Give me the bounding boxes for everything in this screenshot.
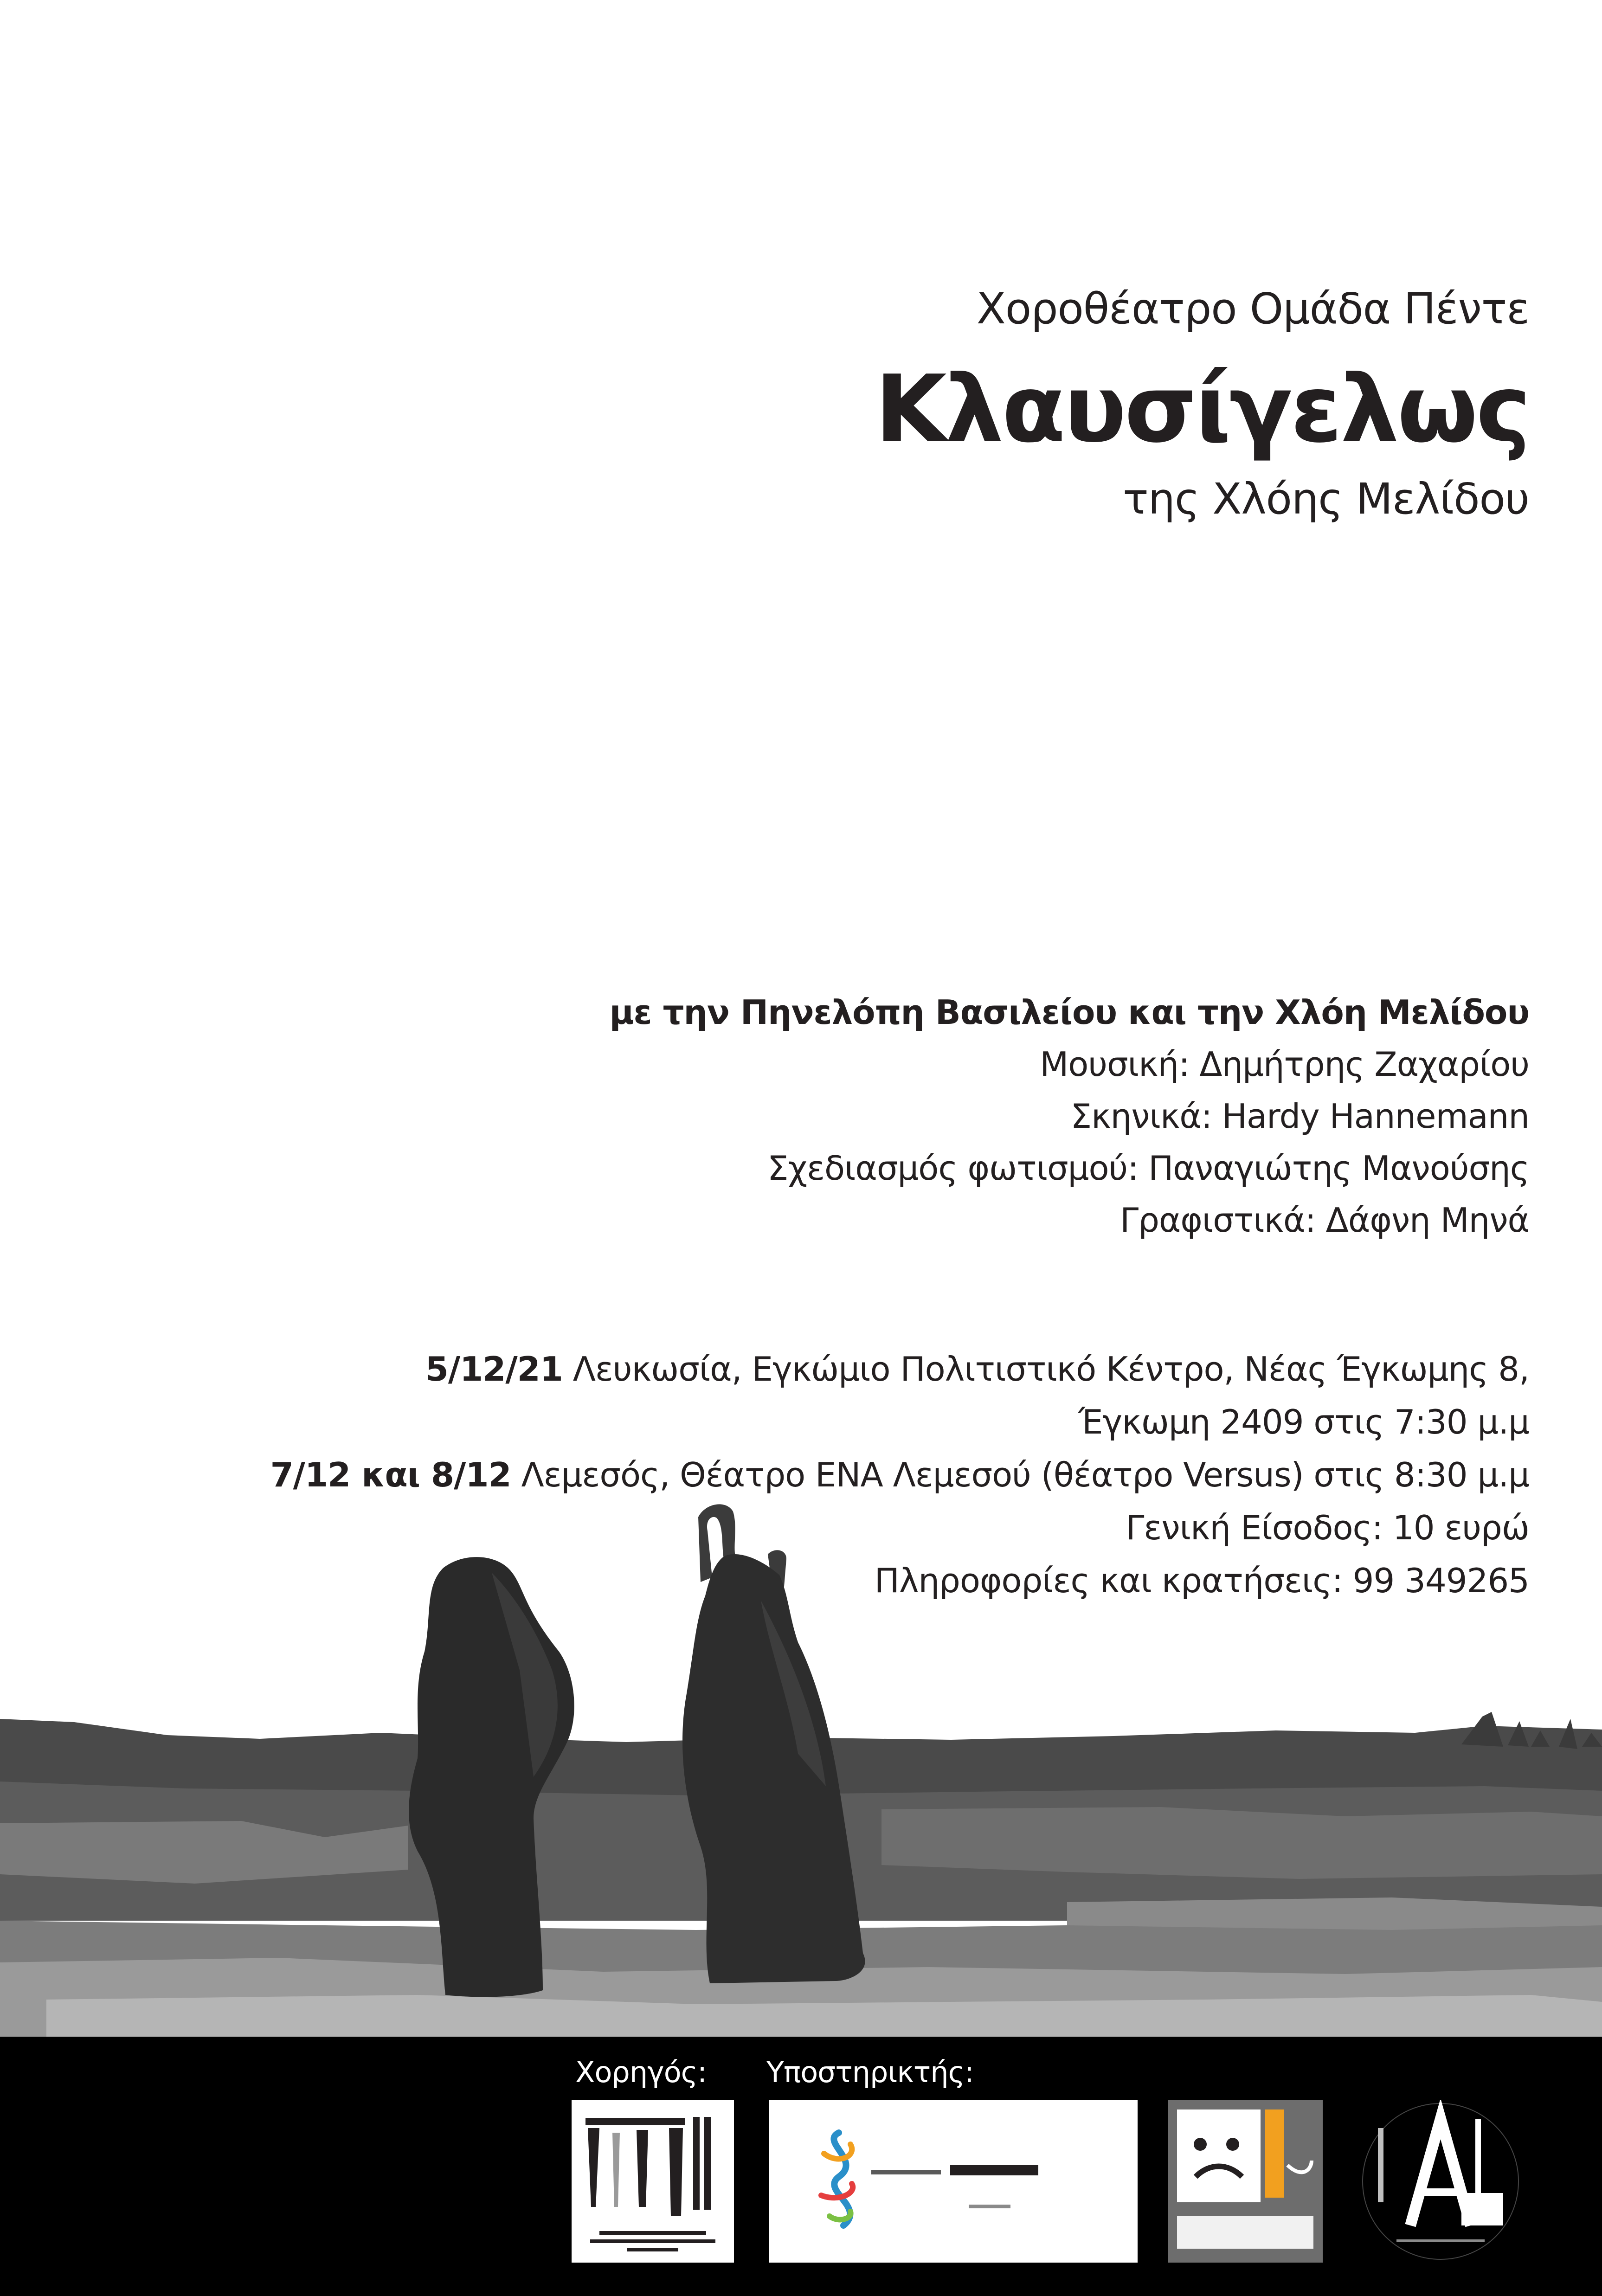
graphics-credit: Γραφιστικά: Δάφνη Μηνά <box>1120 1201 1529 1240</box>
music-credit: Μουσική: Δημήτρης Ζαχαρίου <box>1040 1045 1529 1084</box>
sponsor-label: Χορηγός: <box>575 2055 707 2089</box>
supporter-label: Υποστηρικτής: <box>766 2055 974 2089</box>
theatro-versus-logo <box>1168 2100 1323 2263</box>
admission-price: Γενική Είσοδος: 10 ευρώ <box>1126 1508 1529 1547</box>
sets-credit: Σκηνικά: Hardy Hannemann <box>1070 1097 1529 1136</box>
cast-line: με την Πηνελόπη Βασιλείου και την Χλόη Μελίδου <box>609 993 1529 1032</box>
company-name: Χοροθέατρο Ομάδα Πέντε <box>976 284 1529 334</box>
performing-arts-logo <box>1359 2100 1522 2263</box>
performance-2-venue: Λεμεσός, Θέατρο ΕΝΑ Λεμεσού (θέατρο Versus) στις 8:30 μ.μ <box>511 1455 1529 1494</box>
author-line: της Χλόης Μελίδου <box>1123 474 1529 524</box>
patch-2 <box>881 1807 1602 1879</box>
bookings-phone: Πληροφορίες και κρατήσεις: 99 349265 <box>874 1561 1529 1600</box>
ministry-culture-logo <box>572 2100 734 2263</box>
performance-1-address: Έγκωμη 2409 στις 7:30 μ.μ <box>1078 1402 1529 1441</box>
show-title: Κλαυσίγελως <box>875 355 1529 463</box>
performance-1-date: 5/12/21 <box>425 1350 563 1389</box>
stegi-chorou-logo <box>769 2100 1138 2263</box>
lighting-credit: Σχεδιασμός φωτισμού: Παναγιώτης Μανούσης <box>767 1149 1529 1188</box>
performance-2-date: 7/12 και 8/12 <box>270 1455 511 1494</box>
performance-2 <box>270 1455 1529 1494</box>
performance-1 <box>425 1350 1529 1389</box>
performance-1-venue: Λευκωσία, Εγκώμιο Πολιτιστικό Κέντρο, Νέας Έγκωμης 8, <box>562 1350 1529 1389</box>
